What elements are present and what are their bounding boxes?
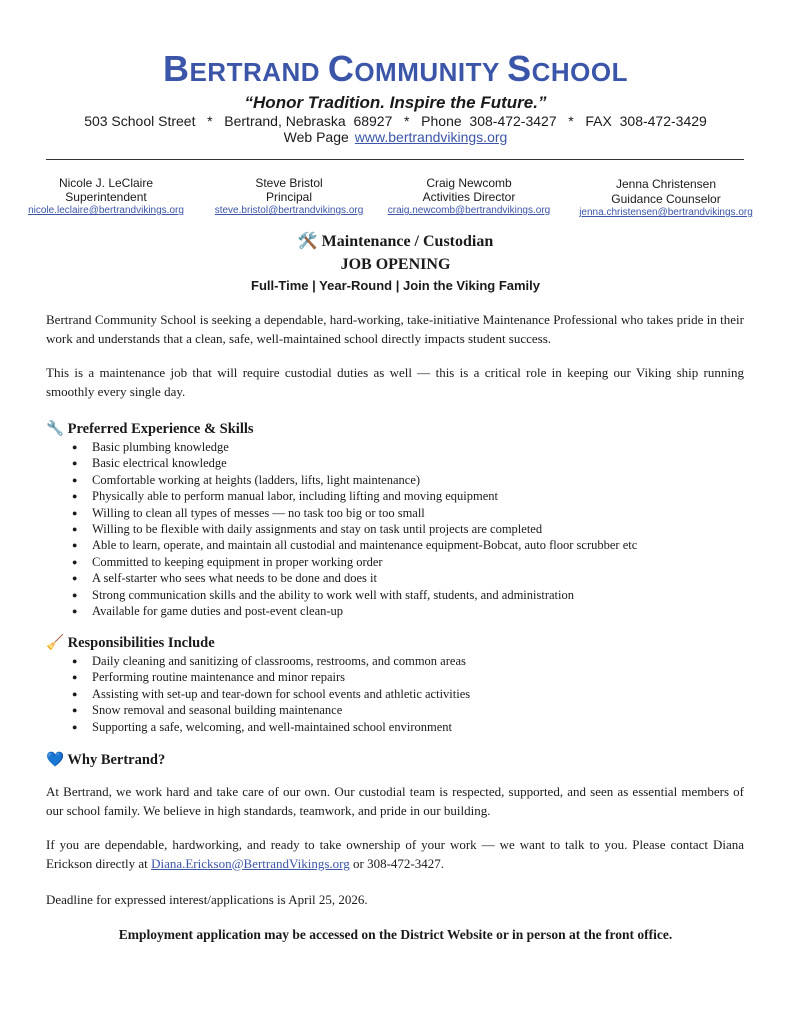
list-item: ● Daily cleaning and sanitizing of classrooms, restrooms, and common areas — [72, 653, 470, 669]
list-item: ● Willing to be flexible with daily assignments and stay on task until projects are completed — [72, 521, 637, 537]
skills-list — [72, 439, 637, 619]
contact-email-link[interactable]: Diana.Erickson@BertrandVikings.org — [151, 855, 350, 871]
why-heading-text: Why Bertrand? — [67, 752, 166, 768]
deadline-text: Deadline for expressed interest/applications is April 25, 2026. — [46, 892, 368, 907]
list-item: ● Snow removal and seasonal building maintenance — [72, 702, 470, 718]
contact-paragraph — [46, 836, 744, 873]
intro-paragraph-1: Bertrand Community School is seeking a dependable, hard-working, take-initiative Maintenance Professional who takes pride in their work and understands that a clean, safe, well-maintained school directly impacts student success. — [46, 312, 744, 346]
responsibilities-heading-text: Responsibilities Include — [67, 635, 215, 651]
why-heading — [46, 751, 165, 769]
staff-email-link[interactable]: nicole.leclaire@bertrandvikings.org — [28, 205, 184, 216]
list-item: ● Comfortable working at heights (ladders, lifts, light maintenance) — [72, 472, 637, 488]
list-item: ● Available for game duties and post-event clean-up — [72, 603, 637, 619]
staff-superintendent — [20, 176, 192, 218]
staff-email-link[interactable]: jenna.christensen@bertrandvikings.org — [579, 207, 753, 218]
contact-text-before: If you are dependable, hardworking, and ready to take ownership of your work — we want to talk to you. Please contact Diana Erickson directly at — [46, 837, 744, 871]
staff-email-link[interactable]: steve.bristol@bertrandvikings.org — [214, 205, 364, 216]
list-item: ● A self-starter who sees what needs to be done and does it — [72, 570, 637, 586]
staff-name: Jenna Christensen — [615, 177, 717, 191]
web-page-label: Web Page — [283, 129, 349, 145]
list-item: ● Performing routine maintenance and minor repairs — [72, 669, 470, 685]
skills-heading — [46, 420, 254, 438]
why-paragraph: At Bertrand, we work hard and take care of our own. Our custodial team is respected, supported, and seen as essential members of our school family. We believe in high standards, teamwork, and pride in our building. — [46, 784, 744, 818]
letterhead-divider — [46, 159, 744, 160]
list-item: ● Willing to clean all types of messes — no task too big or too small — [72, 505, 637, 521]
job-title-text: Maintenance / Custodian — [321, 233, 494, 250]
job-tagline: Full-Time | Year-Round | Join the Viking Family — [251, 278, 540, 293]
job-opening-heading: JOB OPENING — [340, 256, 451, 273]
school-address: 503 School Street * Bertrand, Nebraska 68927 * Phone 308-472-3427 * FAX 308-472-3429 — [84, 113, 707, 129]
staff-activities-director — [380, 176, 558, 218]
list-item: ● Basic electrical knowledge — [72, 455, 637, 471]
responsibilities-list — [72, 653, 470, 735]
staff-name: Steve Bristol — [255, 176, 323, 190]
broom-icon: 🧹 — [46, 635, 65, 651]
list-item: ● Strong communication skills and the ability to work well with staff, students, and administration — [72, 587, 637, 603]
responsibilities-heading — [46, 634, 215, 652]
job-title — [0, 231, 791, 251]
staff-title: Principal — [265, 190, 313, 204]
blue-heart-icon: 💙 — [46, 752, 65, 768]
staff-principal — [205, 176, 373, 218]
list-item: ● Supporting a safe, welcoming, and well-maintained school environment — [72, 719, 470, 735]
list-item: ● Basic plumbing knowledge — [72, 439, 637, 455]
staff-title: Activities Director — [422, 190, 516, 204]
application-note: Employment application may be accessed on the District Website or in person at the front office. — [118, 927, 673, 942]
tools-icon: 🛠️ — [297, 233, 318, 250]
list-item: ● Physically able to perform manual labor, including lifting and moving equipment — [72, 488, 637, 504]
list-item: ● Committed to keeping equipment in proper working order — [72, 554, 637, 570]
staff-email-link[interactable]: craig.newcomb@bertrandvikings.org — [387, 205, 551, 216]
staff-title: Guidance Counselor — [611, 191, 721, 206]
school-name-initial: C — [327, 48, 355, 89]
skills-heading-text: Preferred Experience & Skills — [67, 421, 254, 437]
school-name — [0, 48, 791, 90]
web-page-line — [0, 129, 791, 145]
wrench-icon: 🔧 — [46, 421, 65, 437]
list-item: ● Assisting with set-up and tear-down for school events and athletic activities — [72, 686, 470, 702]
list-item: ● Able to learn, operate, and maintain all custodial and maintenance equipment-Bobcat, auto floor scrubber etc — [72, 537, 637, 553]
web-page-link[interactable]: www.bertrandvikings.org — [354, 129, 508, 145]
school-name-initial: B — [162, 48, 190, 89]
school-motto: “Honor Tradition. Inspire the Future.” — [244, 93, 547, 112]
intro-paragraph-2: This is a maintenance job that will require custodial duties as well — this is a critical role in keeping our Viking ship running smoothly every single day. — [46, 365, 744, 399]
school-name-part: ERTRAND — [189, 57, 328, 87]
staff-name: Craig Newcomb — [426, 176, 512, 190]
staff-name: Nicole J. LeClaire — [58, 176, 154, 190]
school-name-initial: S — [507, 48, 532, 89]
staff-title: Superintendent — [65, 190, 147, 204]
staff-guidance-counselor — [570, 177, 762, 221]
school-name-part: OMMUNITY — [354, 57, 508, 87]
school-name-part: CHOOL — [531, 57, 629, 87]
contact-text-after: or 308-472-3427. — [349, 855, 445, 871]
